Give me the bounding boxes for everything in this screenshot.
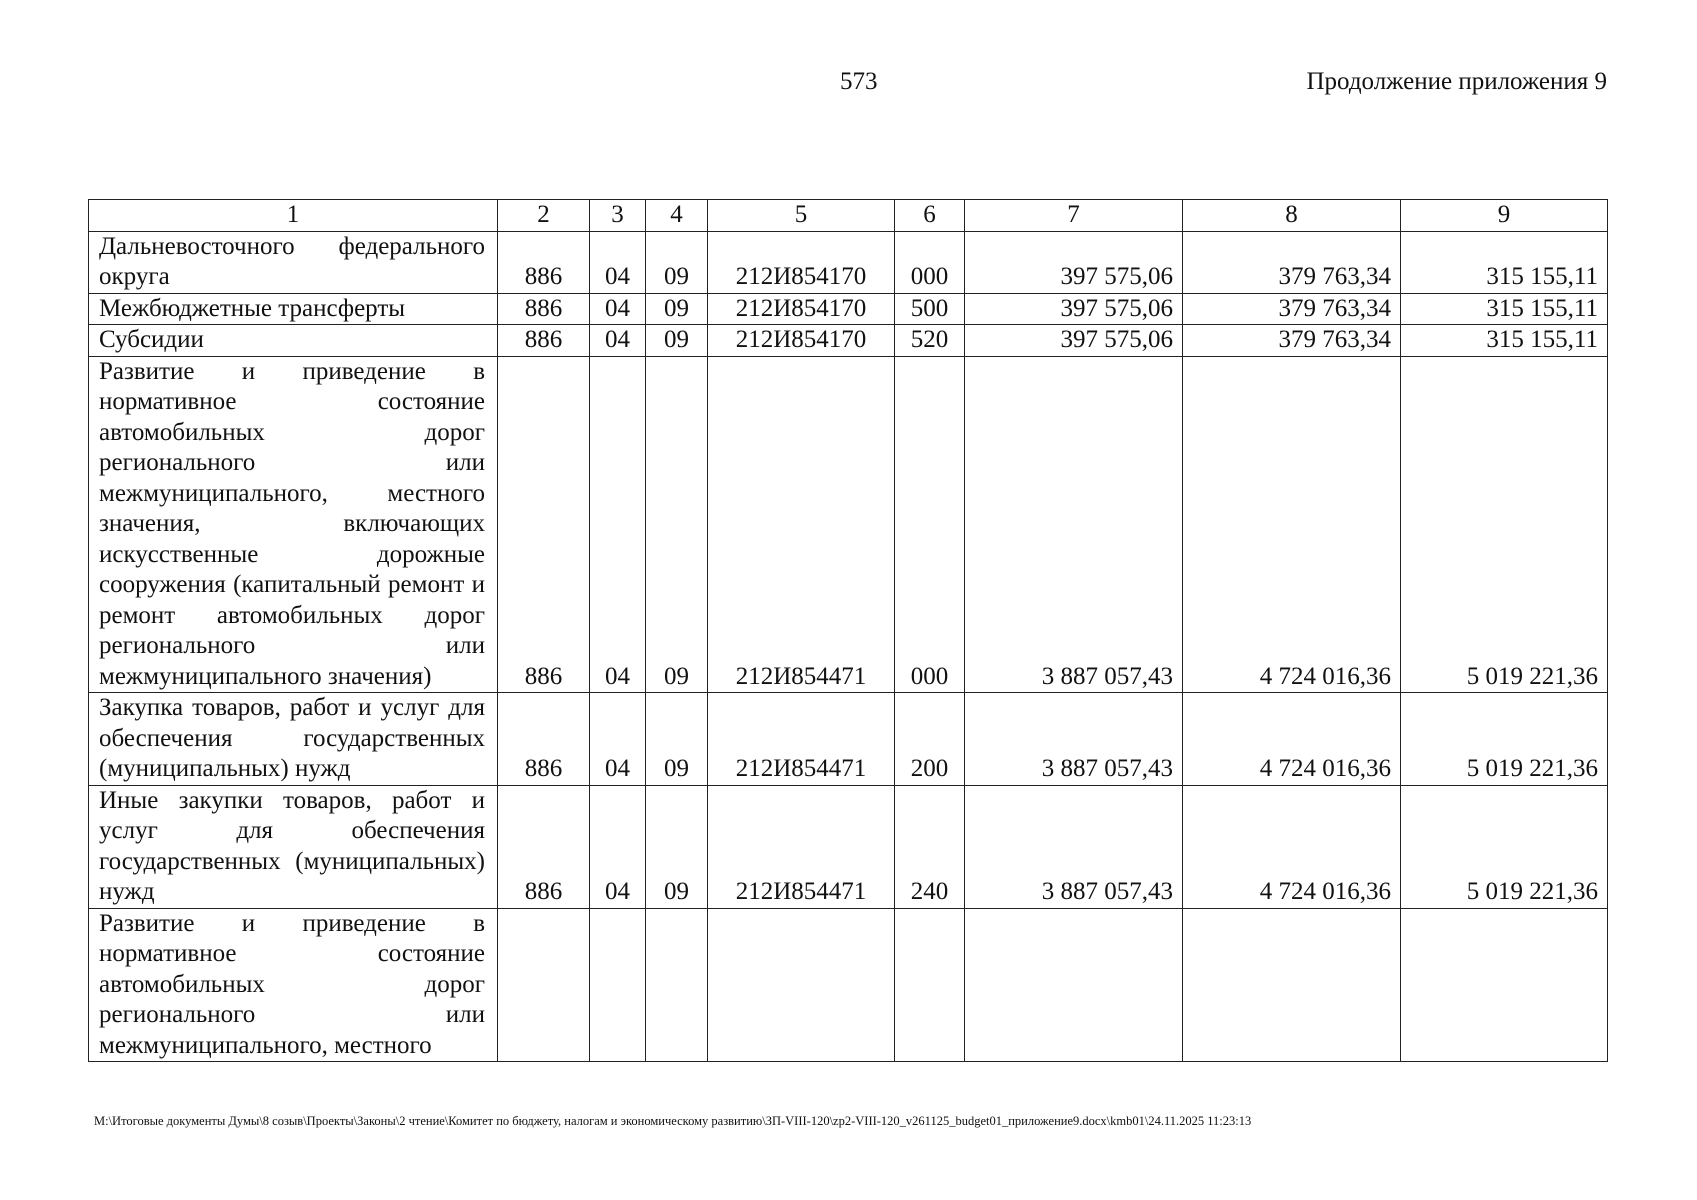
ministry-code: 886 xyxy=(498,693,590,786)
amount-col9 xyxy=(1401,908,1608,1062)
table-row xyxy=(89,908,1608,1062)
section-code: 04 xyxy=(590,785,646,908)
section-code: 04 xyxy=(590,356,646,693)
amount-col9: 315 155,11 xyxy=(1401,293,1608,325)
row-name: Субсидии xyxy=(89,325,498,357)
table-row xyxy=(89,325,1608,357)
column-header: 9 xyxy=(1401,200,1608,232)
subsection-code: 09 xyxy=(646,693,708,786)
amount-col8: 4 724 016,36 xyxy=(1183,356,1401,693)
target-article-code: 212И854471 xyxy=(708,356,895,693)
amount-col9: 5 019 221,36 xyxy=(1401,356,1608,693)
amount-col8: 4 724 016,36 xyxy=(1183,785,1401,908)
amount-col7 xyxy=(965,908,1183,1062)
column-header: 7 xyxy=(965,200,1183,232)
section-code: 04 xyxy=(590,293,646,325)
document-file-path: M:\Итоговые документы Думы\8 созыв\Проекты\Законы\2 чтение\Комитет по бюджету, налогам и экономическому развитию\ЗП-VIII-120\zp2-VIII-120_v261125_budget01_приложение9.docx\kmb01\24.11.2025 11:23:13 xyxy=(94,1114,1252,1128)
column-header: 5 xyxy=(708,200,895,232)
column-header: 6 xyxy=(895,200,965,232)
expense-type-code: 200 xyxy=(895,693,965,786)
subsection-code: 09 xyxy=(646,325,708,357)
row-name: Закупка товаров, работ и услуг для обеспечения государственных (муниципальных) нужд xyxy=(89,693,498,786)
row-name: Дальневосточного федерального округа xyxy=(89,231,498,293)
section-code xyxy=(590,908,646,1062)
target-article-code xyxy=(708,908,895,1062)
amount-col7: 3 887 057,43 xyxy=(965,785,1183,908)
amount-col7: 397 575,06 xyxy=(965,231,1183,293)
amount-col7: 3 887 057,43 xyxy=(965,693,1183,786)
column-header: 3 xyxy=(590,200,646,232)
page-number: 573 xyxy=(840,68,878,95)
column-number-row xyxy=(89,200,1608,232)
ministry-code: 886 xyxy=(498,325,590,357)
subsection-code xyxy=(646,908,708,1062)
row-name: Развитие и приведение в нормативное состояние автомобильных дорог регионального или межмуниципального, местного значения, включающих искусственные дорожные сооружения (капитальный ремонт и ремонт автомобильных дорог регионального или межмуниципального значения) xyxy=(89,356,498,693)
section-code: 04 xyxy=(590,693,646,786)
expense-type-code: 000 xyxy=(895,356,965,693)
subsection-code: 09 xyxy=(646,356,708,693)
amount-col8: 379 763,34 xyxy=(1183,293,1401,325)
amount-col8: 379 763,34 xyxy=(1183,231,1401,293)
table-row xyxy=(89,231,1608,293)
column-header: 1 xyxy=(89,200,498,232)
target-article-code: 212И854170 xyxy=(708,293,895,325)
expense-type-code: 520 xyxy=(895,325,965,357)
amount-col7: 397 575,06 xyxy=(965,325,1183,357)
target-article-code: 212И854471 xyxy=(708,693,895,786)
target-article-code: 212И854170 xyxy=(708,231,895,293)
row-name: Межбюджетные трансферты xyxy=(89,293,498,325)
amount-col8: 379 763,34 xyxy=(1183,325,1401,357)
appendix-heading: Продолжение приложения 9 xyxy=(1306,68,1607,95)
ministry-code: 886 xyxy=(498,293,590,325)
table-row xyxy=(89,293,1608,325)
expense-type-code: 500 xyxy=(895,293,965,325)
section-code: 04 xyxy=(590,231,646,293)
amount-col8: 4 724 016,36 xyxy=(1183,693,1401,786)
amount-col7: 3 887 057,43 xyxy=(965,356,1183,693)
budget-table xyxy=(88,199,1608,1062)
amount-col9: 5 019 221,36 xyxy=(1401,785,1608,908)
table-row xyxy=(89,693,1608,786)
subsection-code: 09 xyxy=(646,785,708,908)
expense-type-code: 240 xyxy=(895,785,965,908)
table-row xyxy=(89,785,1608,908)
amount-col8 xyxy=(1183,908,1401,1062)
expense-type-code xyxy=(895,908,965,1062)
row-name: Развитие и приведение в нормативное состояние автомобильных дорог регионального или межмуниципального, местного xyxy=(89,908,498,1062)
amount-col7: 397 575,06 xyxy=(965,293,1183,325)
section-code: 04 xyxy=(590,325,646,357)
subsection-code: 09 xyxy=(646,293,708,325)
ministry-code: 886 xyxy=(498,785,590,908)
subsection-code: 09 xyxy=(646,231,708,293)
target-article-code: 212И854170 xyxy=(708,325,895,357)
amount-col9: 315 155,11 xyxy=(1401,231,1608,293)
ministry-code: 886 xyxy=(498,231,590,293)
ministry-code: 886 xyxy=(498,356,590,693)
expense-type-code: 000 xyxy=(895,231,965,293)
column-header: 4 xyxy=(646,200,708,232)
target-article-code: 212И854471 xyxy=(708,785,895,908)
amount-col9: 5 019 221,36 xyxy=(1401,693,1608,786)
column-header: 2 xyxy=(498,200,590,232)
column-header: 8 xyxy=(1183,200,1401,232)
row-name: Иные закупки товаров, работ и услуг для обеспечения государственных (муниципальных) нужд xyxy=(89,785,498,908)
table-row xyxy=(89,356,1608,693)
amount-col9: 315 155,11 xyxy=(1401,325,1608,357)
ministry-code xyxy=(498,908,590,1062)
